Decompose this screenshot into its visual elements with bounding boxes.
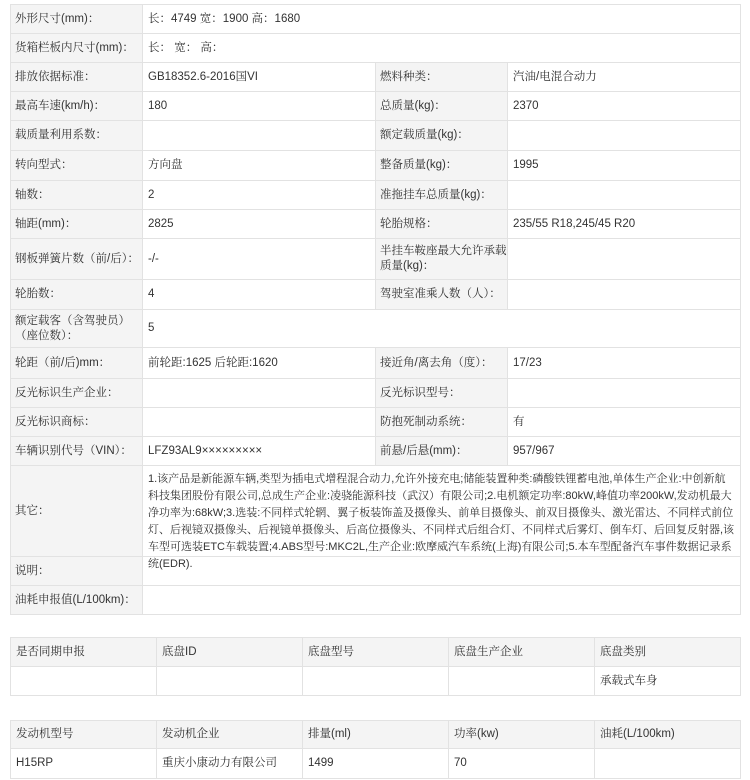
- gross-mass-label: 总质量(kg)：: [376, 92, 508, 121]
- rated-passengers-label: 额定载客（含驾驶员）（座位数）：: [11, 310, 143, 348]
- cab-capacity-label: 驾驶室准乘人数（人）：: [376, 280, 508, 310]
- vehicle-spec-table: [10, 4, 741, 615]
- reflector-model-label: 反光标识型号：: [376, 379, 508, 408]
- rated-load-mass-value: [508, 121, 741, 151]
- engine-power-value: 70: [449, 749, 595, 779]
- spec-row-springs-saddle: [11, 239, 741, 280]
- other-label: 其它：: [11, 466, 143, 557]
- rated-passengers-value: 5: [143, 310, 741, 348]
- chassis-manufacturer-value: [449, 667, 595, 696]
- track-width-label: 轮距（前/后)mm：: [11, 348, 143, 379]
- abs-value: 有: [508, 408, 741, 437]
- engine-table: [10, 720, 741, 779]
- load-utilization-coefficient-label: 载质量利用系数：: [11, 121, 143, 151]
- max-speed-label: 最高车速(km/h)：: [11, 92, 143, 121]
- reflector-manufacturer-value: [143, 379, 376, 408]
- approach-departure-angle-value: 17/23: [508, 348, 741, 379]
- spec-row-load: [11, 121, 741, 151]
- spec-row-other: [11, 466, 741, 557]
- wheelbase-value: 2825: [143, 210, 376, 239]
- chassis-category-value: 承载式车身: [595, 667, 741, 696]
- cargo-box-dimensions-label: 货箱栏板内尺寸(mm)：: [11, 34, 143, 63]
- reflector-manufacturer-label: 反光标识生产企业：: [11, 379, 143, 408]
- notes-value: [143, 557, 741, 586]
- approach-departure-angle-label: 接近角/离去角（度）：: [376, 348, 508, 379]
- overall-dimensions-label: 外形尺寸(mm)：: [11, 5, 143, 34]
- tire-spec-label: 轮胎规格：: [376, 210, 508, 239]
- spec-row-brand-abs: [11, 408, 741, 437]
- curb-mass-label: 整备质量(kg)：: [376, 151, 508, 181]
- abs-label: 防抱死制动系统：: [376, 408, 508, 437]
- tire-count-value: 4: [143, 280, 376, 310]
- leaf-spring-count-label: 钢板弹簧片数（前/后）：: [11, 239, 143, 280]
- load-utilization-coefficient-value: [143, 121, 376, 151]
- engine-fuel-consumption-value: [595, 749, 741, 779]
- spec-row-tires-cab: [11, 280, 741, 310]
- spec-row-wheelbase-tires: [11, 210, 741, 239]
- reflector-model-value: [508, 379, 741, 408]
- axle-count-label: 轴数：: [11, 181, 143, 210]
- other-notes-text: 1.该产品是新能源车辆,类型为插电式增程混合动力,允许外接充电;储能装置种类:磷酸铁锂蓄电池,单体生产企业:中创新航科技集团股份有限公司,总成生产企业:凌骁能源科技（武汉）有限公司;2.电机额定功率:80kW,峰值功率200kW,发动机最大净功率为:68kW;3.选装:不同样式轮辋、翼子板装饰盖及摄像头、前单目摄像头、前双目摄像头、激光雷达、不同样式前位灯、后视镜双摄像头、后视镜单摄像头、后高位摄像头、不同样式后组合灯、不同样式后雾灯、倒车灯、后回复反射器,该车型可选装ETC车载装置;4.ABS型号:MKC2L,生产企业:欧摩威汽车系统(上海)有限公司;5.本车型配备汽车事件数据记录系统(EDR).: [148, 473, 735, 570]
- chassis-model-value: [303, 667, 449, 696]
- spec-row-steering-curb: [11, 151, 741, 181]
- gross-mass-value: 2370: [508, 92, 741, 121]
- spec-row-cargo-box-dimensions: [11, 34, 741, 63]
- spec-row-reflector: [11, 379, 741, 408]
- overhang-label: 前悬/后悬(mm)：: [376, 437, 508, 466]
- fuel-consumption-label: 油耗申报值(L/100km)：: [11, 586, 143, 615]
- spec-row-track-angles: [11, 348, 741, 379]
- engine-manufacturer-value: 重庆小康动力有限公司: [157, 749, 303, 779]
- engine-header-fuel-consumption: 油耗(L/100km): [595, 721, 741, 749]
- cargo-box-dimensions-value: 长： 宽： 高：: [143, 34, 741, 63]
- overall-dimensions-value: 长：4749 宽：1900 高：1680: [143, 5, 741, 34]
- leaf-spring-count-value: -/-: [143, 239, 376, 280]
- axle-count-value: 2: [143, 181, 376, 210]
- fuel-consumption-value: [143, 586, 741, 615]
- spec-row-axles-trailer: [11, 181, 741, 210]
- fuel-type-value: 汽油/电混合动力: [508, 63, 741, 92]
- reflector-brand-value: [143, 408, 376, 437]
- trailer-gross-mass-label: 准拖挂车总质量(kg)：: [376, 181, 508, 210]
- saddle-max-load-value: [508, 239, 741, 280]
- engine-header-power: 功率(kw): [449, 721, 595, 749]
- spec-row-vin-overhang: [11, 437, 741, 466]
- chassis-header-id: 底盘ID: [157, 638, 303, 667]
- chassis-header-model: 底盘型号: [303, 638, 449, 667]
- chassis-table: [10, 637, 741, 696]
- other-value: [143, 466, 741, 570]
- rated-load-mass-label: 额定载质量(kg)：: [376, 121, 508, 151]
- trailer-gross-mass-value: [508, 181, 741, 210]
- vin-label: 车辆识别代号（VIN）：: [11, 437, 143, 466]
- engine-header-displacement: 排量(ml): [303, 721, 449, 749]
- max-speed-value: 180: [143, 92, 376, 121]
- tire-spec-value: 235/55 R18,245/45 R20: [508, 210, 741, 239]
- steering-type-label: 转向型式：: [11, 151, 143, 181]
- chassis-header-sync-declaration: 是否同期申报: [11, 638, 157, 667]
- wheelbase-label: 轴距(mm)：: [11, 210, 143, 239]
- notes-label: 说明：: [11, 557, 143, 586]
- spec-row-emission-fuel: [11, 63, 741, 92]
- vin-value: LFZ93AL9×××××××××: [143, 437, 376, 466]
- emission-standard-label: 排放依据标准：: [11, 63, 143, 92]
- chassis-id-value: [157, 667, 303, 696]
- reflector-brand-label: 反光标识商标：: [11, 408, 143, 437]
- engine-header-row: [11, 721, 741, 749]
- chassis-header-category: 底盘类别: [595, 638, 741, 667]
- chassis-header-manufacturer: 底盘生产企业: [449, 638, 595, 667]
- chassis-sync-declaration-value: [11, 667, 157, 696]
- engine-model-value: H15RP: [11, 749, 157, 779]
- tire-count-label: 轮胎数：: [11, 280, 143, 310]
- engine-header-manufacturer: 发动机企业: [157, 721, 303, 749]
- spec-row-fuel-consumption: [11, 586, 741, 615]
- spec-row-notes: [11, 557, 741, 586]
- spec-row-speed-mass: [11, 92, 741, 121]
- steering-type-value: 方向盘: [143, 151, 376, 181]
- track-width-value: 前轮距:1625 后轮距:1620: [143, 348, 376, 379]
- spec-row-rated-passengers: [11, 310, 741, 348]
- overhang-value: 957/967: [508, 437, 741, 466]
- emission-standard-value: GB18352.6-2016国VI: [143, 63, 376, 92]
- table-row: [11, 749, 741, 779]
- saddle-max-load-label: 半挂车鞍座最大允许承载质量(kg)：: [376, 239, 508, 280]
- engine-displacement-value: 1499: [303, 749, 449, 779]
- chassis-header-row: [11, 638, 741, 667]
- spec-row-overall-dimensions: [11, 5, 741, 34]
- cab-capacity-value: [508, 280, 741, 310]
- fuel-type-label: 燃料种类：: [376, 63, 508, 92]
- engine-header-model: 发动机型号: [11, 721, 157, 749]
- curb-mass-value: 1995: [508, 151, 741, 181]
- table-row: [11, 667, 741, 696]
